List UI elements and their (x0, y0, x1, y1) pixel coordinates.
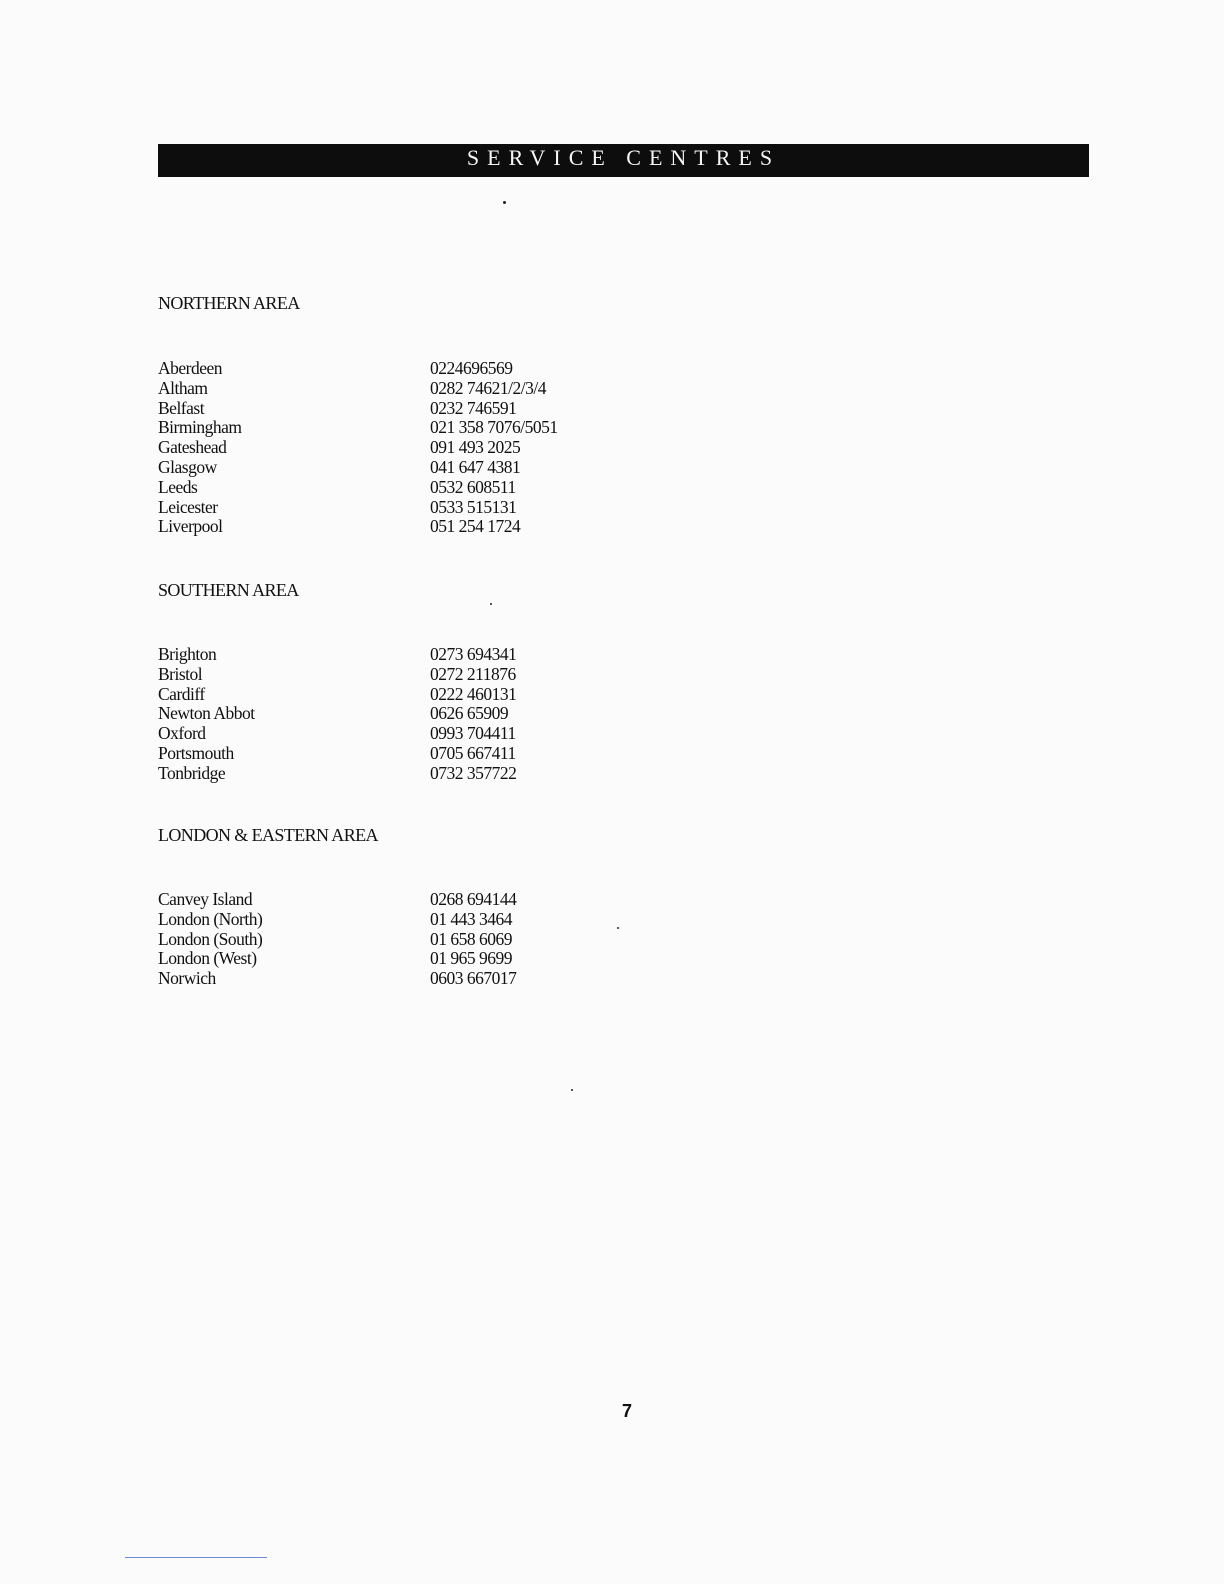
city-name: Bristol (158, 663, 203, 684)
city-name: Gateshead (158, 437, 227, 458)
phone-number: 01 658 6069 (430, 928, 512, 949)
city-name: Liverpool (158, 516, 223, 537)
phone-number: 0273 694341 (430, 644, 517, 664)
city-name: Belfast (158, 397, 205, 418)
list-item (158, 437, 758, 457)
list-item (158, 968, 758, 988)
list-item (158, 378, 758, 398)
section-london-eastern-area (158, 825, 758, 989)
section-heading: SOUTHERN AREA (158, 580, 299, 600)
list-item (158, 743, 758, 763)
city-name: Brighton (158, 644, 217, 664)
city-name: Aberdeen (158, 358, 223, 378)
phone-number: 021 358 7076/5051 (430, 417, 558, 438)
scan-speck (490, 603, 492, 605)
section-heading: NORTHERN AREA (158, 293, 300, 313)
entry-list (158, 644, 758, 783)
phone-number: 0626 65909 (430, 703, 509, 724)
footer-rule (125, 1557, 267, 1558)
list-item (158, 497, 758, 517)
list-item (158, 763, 758, 783)
phone-number: 0268 694144 (430, 889, 517, 909)
phone-number: 0732 357722 (430, 762, 517, 783)
list-item (158, 358, 758, 378)
list-item (158, 948, 758, 968)
title-banner (158, 144, 1089, 177)
entry-list (158, 358, 758, 536)
list-item (158, 516, 758, 536)
phone-number: 0224696569 (430, 358, 513, 378)
section-southern-area (158, 580, 758, 783)
list-item (158, 909, 758, 929)
phone-number: 01 965 9699 (430, 948, 512, 969)
phone-number: 091 493 2025 (430, 437, 521, 458)
city-name: Oxford (158, 723, 206, 744)
phone-number: 0232 746591 (430, 397, 517, 418)
list-item (158, 723, 758, 743)
list-item (158, 477, 758, 497)
phone-number: 0533 515131 (430, 496, 517, 517)
city-name: Glasgow (158, 456, 217, 477)
page-number: 7 (621, 1401, 632, 1421)
scan-speck (571, 1089, 573, 1091)
list-item (158, 457, 758, 477)
phone-number: 0603 667017 (430, 968, 517, 989)
list-item (158, 398, 758, 418)
city-name: Tonbridge (158, 762, 226, 783)
entry-list (158, 889, 758, 988)
list-item (158, 664, 758, 684)
phone-number: 051 254 1724 (430, 516, 521, 537)
phone-number: 0222 460131 (430, 683, 517, 704)
city-name: Leicester (158, 496, 218, 517)
section-northern-area (158, 293, 758, 537)
city-name: Cardiff (158, 683, 205, 704)
phone-number: 0993 704411 (430, 723, 516, 744)
phone-number: 0705 667411 (430, 742, 516, 763)
list-item (158, 644, 758, 664)
city-name: London (North) (158, 908, 263, 929)
phone-number: 0532 608511 (430, 476, 516, 497)
city-name: Portsmouth (158, 742, 234, 763)
phone-number: 0272 211876 (430, 663, 516, 684)
city-name: Leeds (158, 476, 198, 497)
city-name: Birmingham (158, 417, 242, 438)
list-item (158, 929, 758, 949)
scan-speck (503, 201, 506, 204)
city-name: London (South) (158, 928, 263, 949)
city-name: Norwich (158, 968, 216, 989)
phone-number: 01 443 3464 (430, 908, 512, 929)
phone-number: 041 647 4381 (430, 456, 521, 477)
city-name: Altham (158, 377, 208, 398)
phone-number: 0282 74621/2/3/4 (430, 377, 546, 398)
list-item (158, 417, 758, 437)
section-heading: LONDON & EASTERN AREA (158, 825, 378, 845)
city-name: Canvey Island (158, 889, 253, 909)
list-item (158, 703, 758, 723)
scan-speck (617, 927, 619, 929)
list-item (158, 889, 758, 909)
page-title: SERVICE CENTRES (466, 145, 781, 170)
city-name: London (West) (158, 948, 257, 969)
city-name: Newton Abbot (158, 703, 255, 724)
list-item (158, 684, 758, 704)
